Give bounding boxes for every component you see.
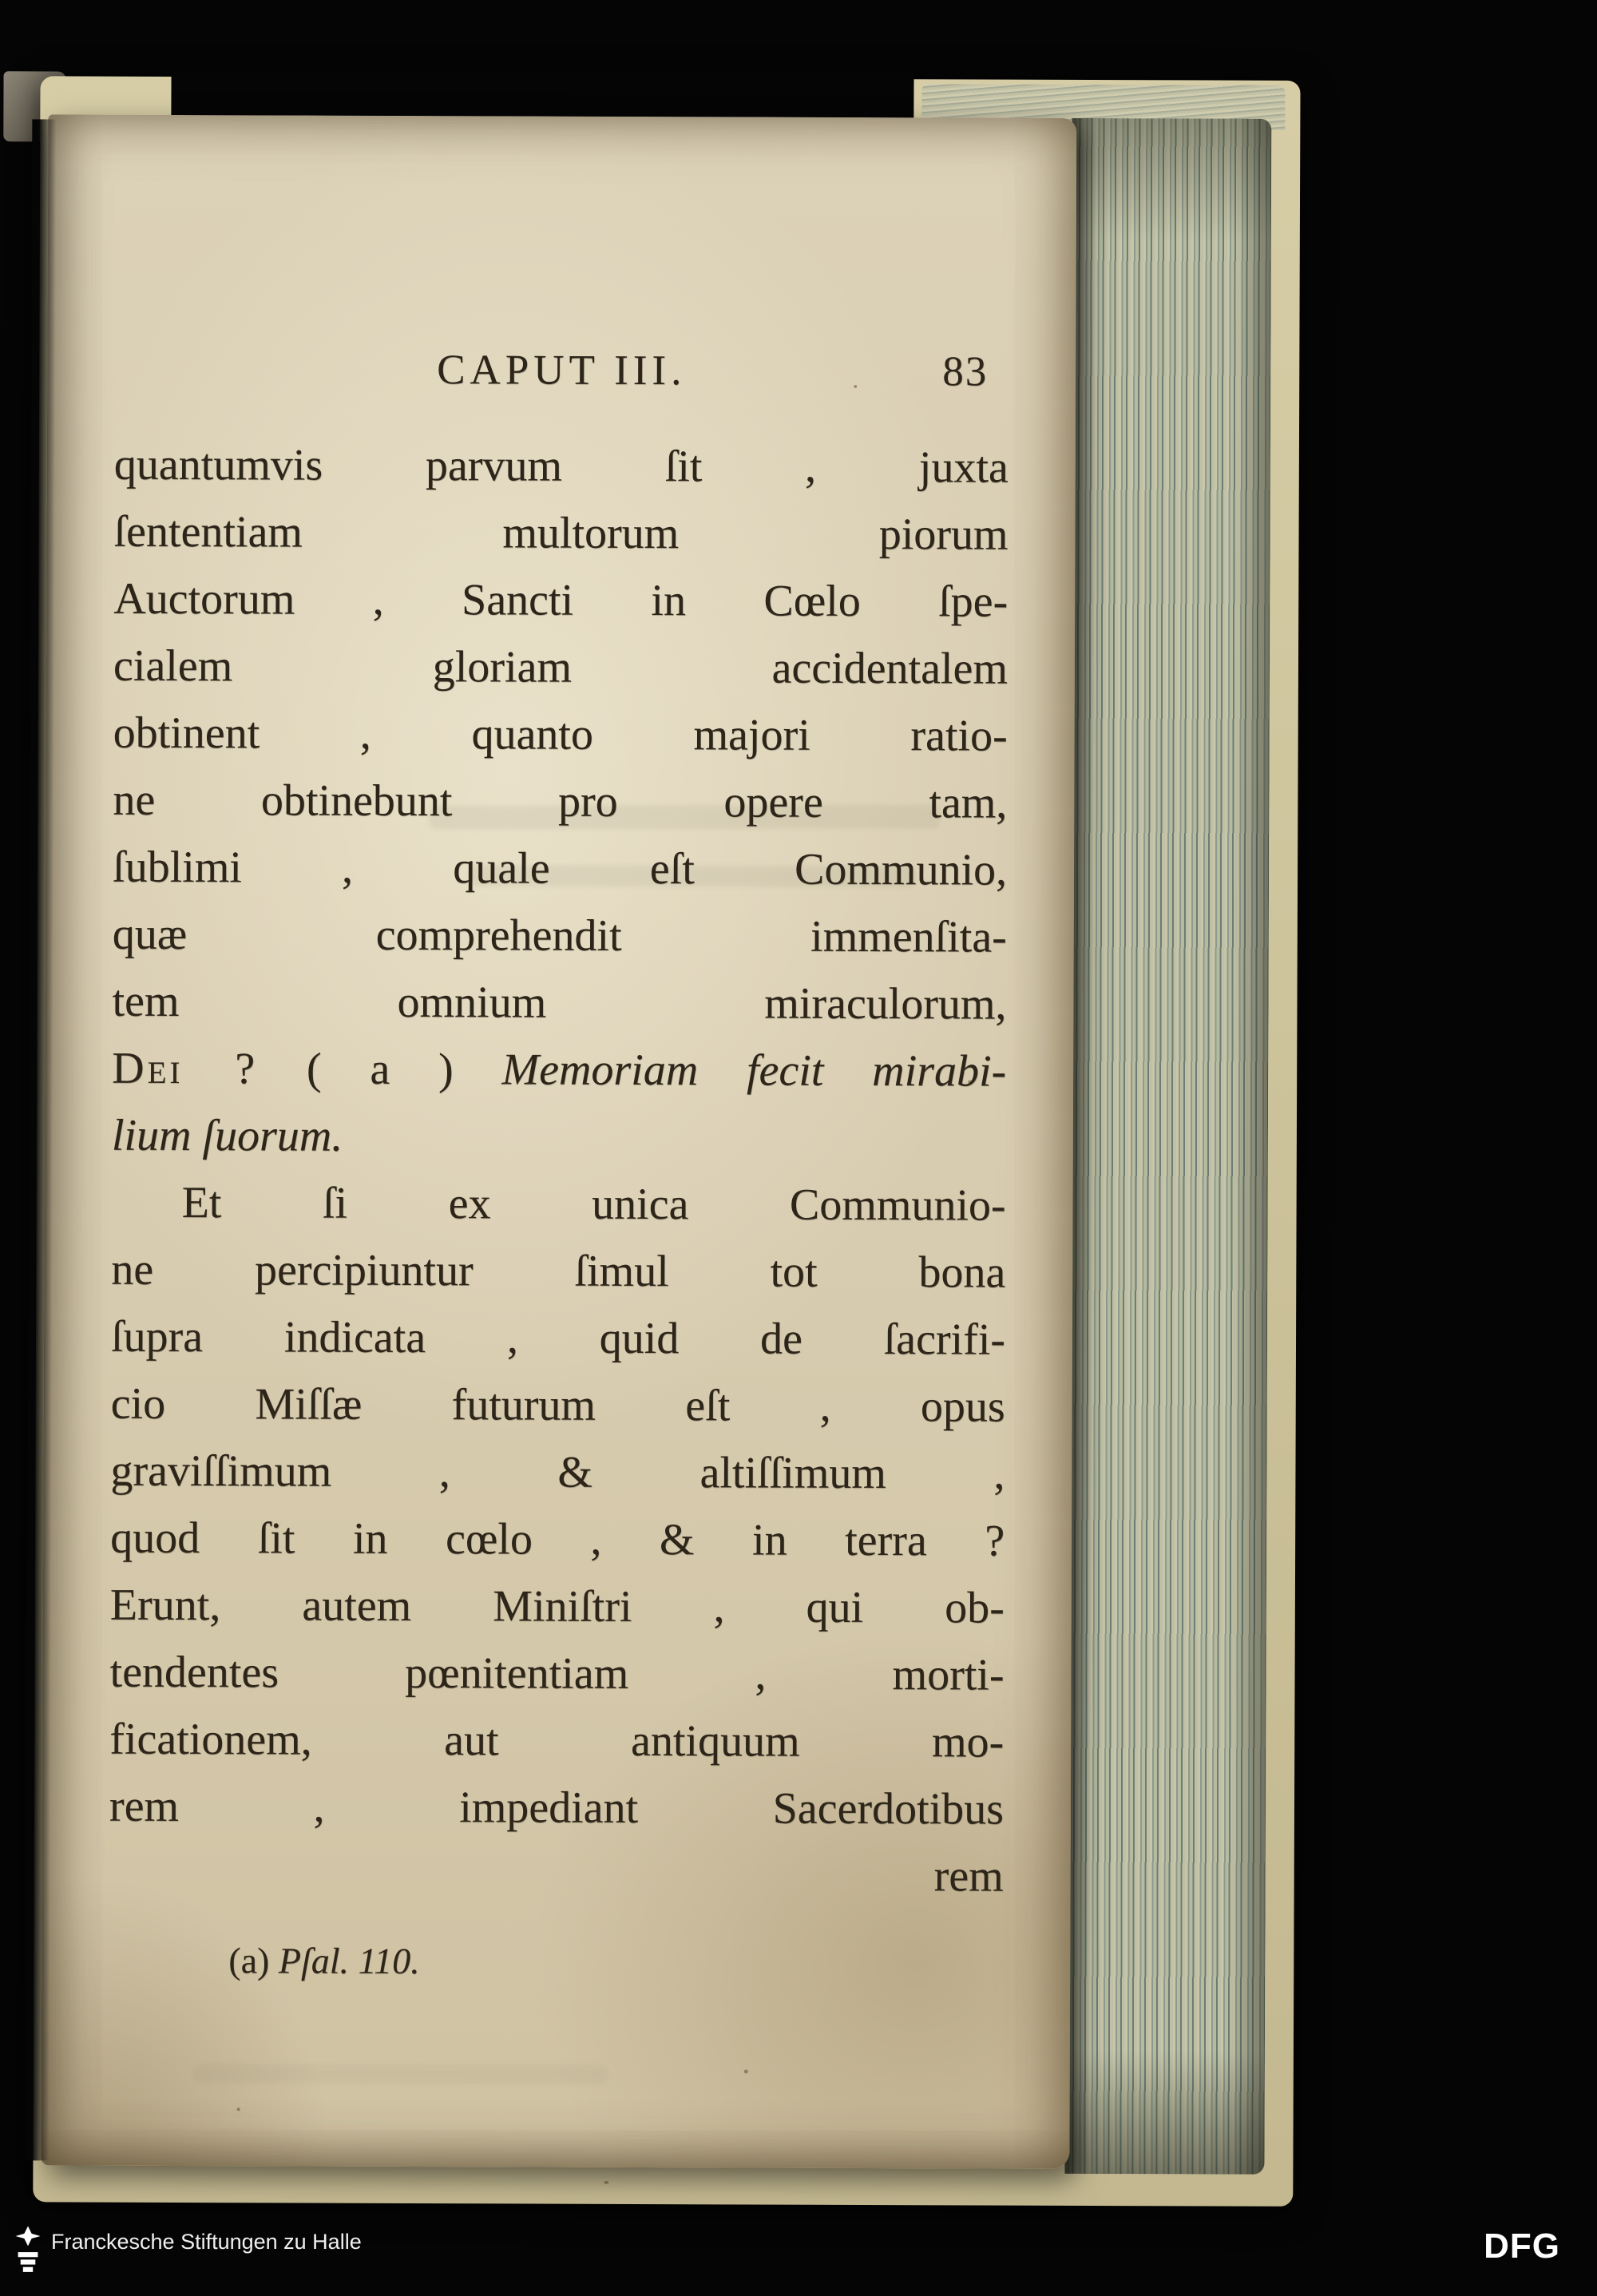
text-line: quantumvis parvum ſit , juxta: [113, 439, 1009, 493]
text-line: rem , impediant Sacerdotibus: [109, 1781, 1005, 1834]
franckesche-stiftungen-logo-icon: [13, 2225, 43, 2274]
book-fore-edge-pages: [1064, 118, 1271, 2175]
text-line: Auctorum , Sancti in Cœlo ſpe-: [113, 573, 1009, 627]
text-line: graviſſimum , & altiſſimum ,: [110, 1445, 1005, 1499]
text-line: ficationem, aut antiquum mo-: [109, 1714, 1005, 1767]
text-line: lium ſuorum.: [111, 1110, 343, 1161]
paper-speck: [604, 2181, 608, 2184]
text-line: Et ſi ex unica Communio-: [181, 1178, 1006, 1231]
text-line: Erunt, autem Miniſtri , qui ob-: [109, 1580, 1005, 1633]
body-text: [109, 431, 1009, 1910]
text-block: [109, 345, 1009, 1985]
text-line: quæ comprehendit immenſita-: [112, 909, 1007, 962]
text-line: tem omnium miraculorum,: [112, 976, 1007, 1029]
ink-showthrough: [193, 2064, 608, 2084]
text-line: obtinent , quanto majori ratio-: [113, 708, 1008, 761]
text-line: ſententiam multorum piorum: [113, 506, 1009, 560]
running-header: [114, 345, 1009, 399]
text-line: tendentes pœnitentiam , morti-: [109, 1647, 1005, 1700]
background-gap: [171, 70, 913, 118]
catchword: rem: [933, 1851, 1004, 1901]
text-line: quod ſit in cœlo , & in terra ?: [110, 1513, 1005, 1566]
text-line: ne percipiuntur ſimul tot bona: [111, 1244, 1006, 1298]
text-line: cio Miſſæ futurum eſt , opus: [110, 1378, 1005, 1432]
paper-speck: [744, 2069, 748, 2073]
attribution-text: Franckesche Stiftungen zu Halle: [51, 2230, 362, 2254]
page-number: 83: [942, 348, 989, 395]
footnote: (a) Pſal. 110.: [228, 1940, 420, 1982]
paper-speck: [237, 2108, 240, 2111]
digitization-footer-bar: [0, 2220, 1597, 2296]
chapter-heading: CAPUT III.: [437, 347, 687, 395]
text-line: cialem gloriam accidentalem: [113, 640, 1009, 694]
text-line: ne obtinebunt pro opere tam,: [113, 775, 1008, 828]
text-line: Dei ? ( a ) Memoriam fecit mirabi-: [112, 1043, 1007, 1096]
text-line: ſupra indicata , quid de ſacrifi-: [110, 1311, 1006, 1365]
dfg-logo: DFG: [1484, 2227, 1560, 2266]
text-line: ſublimi , quale eſt Communio,: [112, 842, 1008, 895]
book-page: [41, 114, 1076, 2168]
